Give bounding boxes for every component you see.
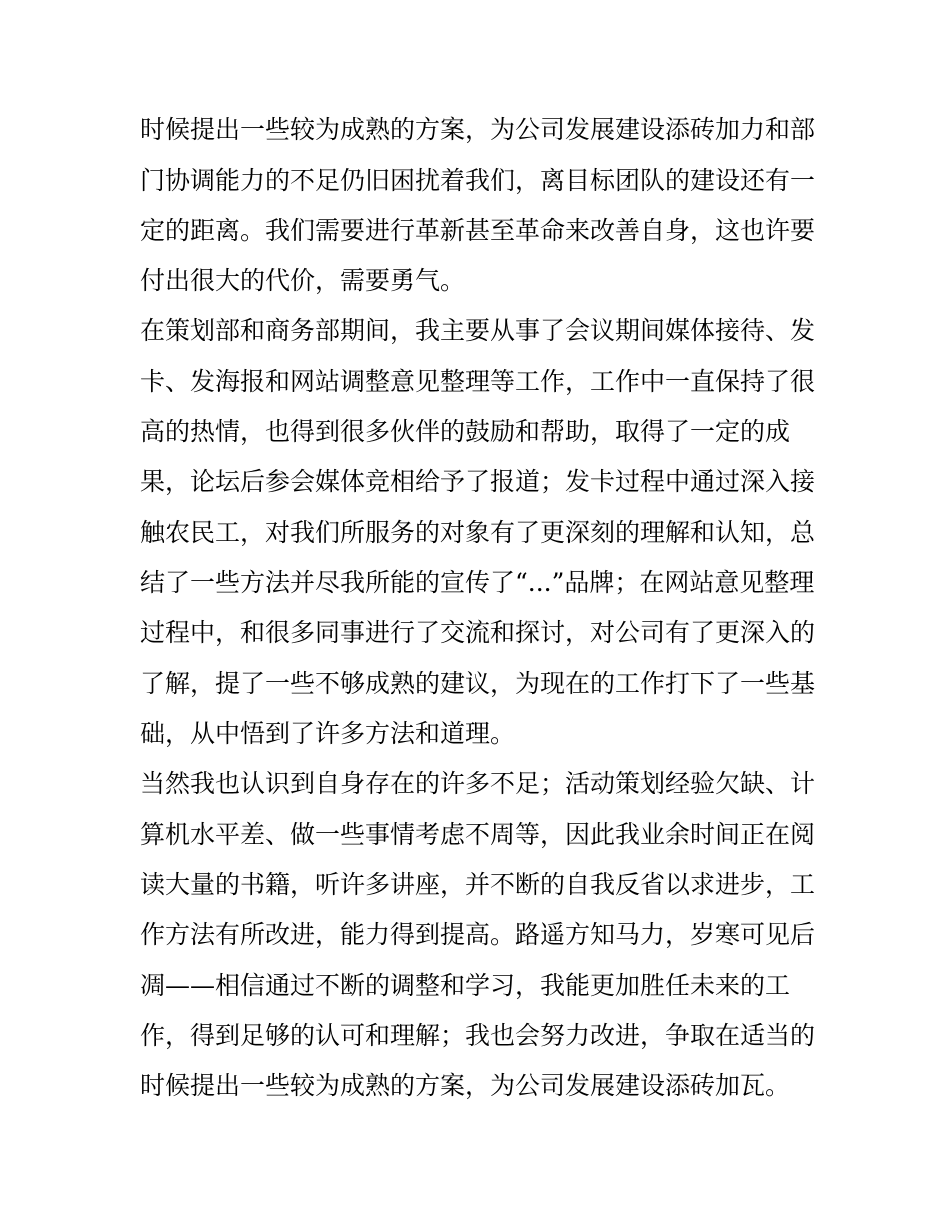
- text-line: 果，论坛后参会媒体竞相给予了报道；发卡过程中通过深入接: [140, 467, 816, 496]
- text-line: 高的热情，也得到很多伙伴的鼓励和帮助，取得了一定的成: [140, 417, 791, 446]
- text-line: 读大量的书籍，听许多讲座，并不断的自我反省以求进步，工: [140, 870, 816, 899]
- text-line: 过程中，和很多同事进行了交流和探讨，对公司有了更深入的: [140, 618, 816, 647]
- text-line: 门协调能力的不足仍旧困扰着我们，离目标团队的建设还有一: [140, 166, 816, 195]
- text-line: 在策划部和商务部期间，我主要从事了会议期间媒体接待、发: [140, 316, 816, 345]
- text-line: 作，得到足够的认可和理解；我也会努力改进，争取在适当的: [140, 1021, 816, 1050]
- text-line: 础，从中悟到了许多方法和道理。: [140, 719, 516, 748]
- text-line: 触农民工，对我们所服务的对象有了更深刻的理解和认知，总: [140, 518, 816, 547]
- text-line: 时候提出一些较为成熟的方案，为公司发展建设添砖加力和部: [140, 115, 816, 144]
- text-line: 算机水平差、做一些事情考虑不周等，因此我业余时间正在阅: [140, 820, 816, 849]
- text-line: 当然我也认识到自身存在的许多不足；活动策划经验欠缺、计: [140, 769, 816, 798]
- text-line: 定的距离。我们需要进行革新甚至革命来改善自身，这也许要: [140, 216, 816, 245]
- text-line: 了解，提了一些不够成熟的建议，为现在的工作打下了一些基: [140, 669, 816, 698]
- text-line: 结了一些方法并尽我所能的宣传了“...”品牌；在网站意见整理: [140, 568, 815, 597]
- text-line: 卡、发海报和网站调整意见整理等工作，工作中一直保持了很: [140, 367, 816, 396]
- text-line: 付出很大的代价，需要勇气。: [140, 266, 466, 295]
- text-line: 作方法有所改进，能力得到提高。路遥方知马力，岁寒可见后: [140, 920, 816, 949]
- text-line: 时候提出一些较为成熟的方案，为公司发展建设添砖加瓦。: [140, 1071, 791, 1100]
- text-line: 凋——相信通过不断的调整和学习，我能更加胜任未来的工: [140, 971, 791, 1000]
